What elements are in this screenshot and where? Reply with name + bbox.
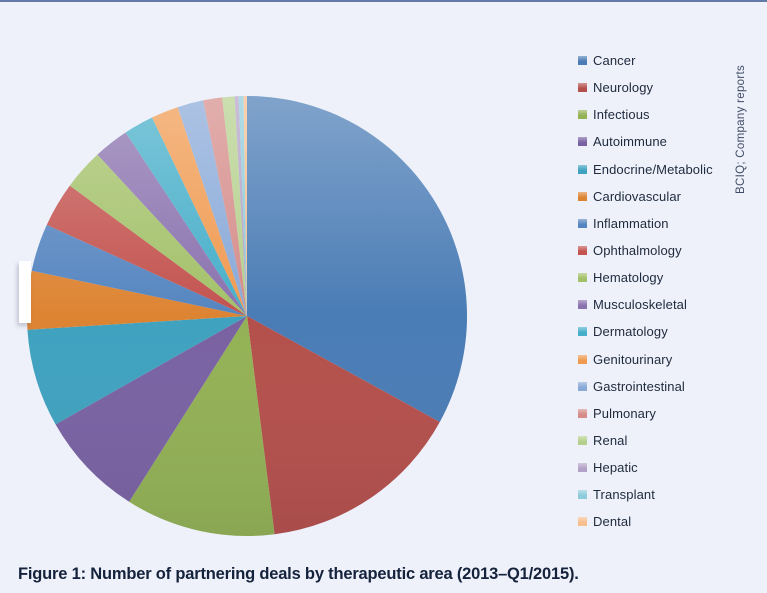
legend-swatch-icon xyxy=(578,273,587,282)
legend-swatch-icon xyxy=(578,83,587,92)
legend-swatch-icon xyxy=(578,56,587,65)
legend-item xyxy=(578,264,748,291)
legend-label: Musculoskeletal xyxy=(593,297,687,313)
legend-label: Autoimmune xyxy=(593,134,667,150)
source-note: BCIQ; Company reports xyxy=(735,64,747,194)
legend-label: Cancer xyxy=(593,53,636,69)
legend-label: Dermatology xyxy=(593,324,668,340)
legend-item xyxy=(578,508,748,535)
legend-item xyxy=(578,128,748,155)
legend-label: Renal xyxy=(593,433,628,449)
legend-swatch-icon xyxy=(578,463,587,472)
legend-label: Endocrine/Metabolic xyxy=(593,161,713,177)
legend-swatch-icon xyxy=(578,192,587,201)
legend-swatch-icon xyxy=(578,436,587,445)
legend-label: Pulmonary xyxy=(593,405,657,421)
legend-item xyxy=(578,101,748,128)
legend-swatch-icon xyxy=(578,517,587,526)
legend-item xyxy=(578,74,748,101)
legend-swatch-icon xyxy=(578,165,587,174)
legend-item xyxy=(578,346,748,373)
figure-caption: Figure 1: Number of partnering deals by therapeutic area (2013–Q1/2015). xyxy=(18,564,579,583)
legend-label: Dental xyxy=(593,514,632,530)
legend-swatch-icon xyxy=(578,490,587,499)
legend xyxy=(578,47,748,536)
legend-item xyxy=(578,454,748,481)
legend-item xyxy=(578,156,748,183)
legend-swatch-icon xyxy=(578,382,587,391)
scan-artifact xyxy=(19,261,31,323)
legend-swatch-icon xyxy=(578,355,587,364)
legend-label: Infectious xyxy=(593,107,650,123)
legend-item xyxy=(578,291,748,318)
legend-item xyxy=(578,210,748,237)
legend-label: Hematology xyxy=(593,270,664,286)
legend-item xyxy=(578,373,748,400)
pie-slices xyxy=(27,96,467,536)
legend-label: Ophthalmology xyxy=(593,243,682,259)
legend-swatch-icon xyxy=(578,110,587,119)
legend-item xyxy=(578,183,748,210)
legend-label: Cardiovascular xyxy=(593,188,682,204)
legend-label: Gastrointestinal xyxy=(593,378,685,394)
legend-item xyxy=(578,47,748,74)
legend-label: Inflammation xyxy=(593,215,669,231)
legend-item xyxy=(578,318,748,345)
legend-swatch-icon xyxy=(578,246,587,255)
legend-swatch-icon xyxy=(578,409,587,418)
legend-label: Neurology xyxy=(593,80,654,96)
legend-swatch-icon xyxy=(578,327,587,336)
legend-item xyxy=(578,237,748,264)
legend-label: Hepatic xyxy=(593,460,638,476)
legend-item xyxy=(578,427,748,454)
legend-item xyxy=(578,400,748,427)
legend-label: Genitourinary xyxy=(593,351,673,367)
legend-item xyxy=(578,481,748,508)
legend-swatch-icon xyxy=(578,219,587,228)
legend-label: Transplant xyxy=(593,487,655,503)
legend-swatch-icon xyxy=(578,137,587,146)
legend-swatch-icon xyxy=(578,300,587,309)
